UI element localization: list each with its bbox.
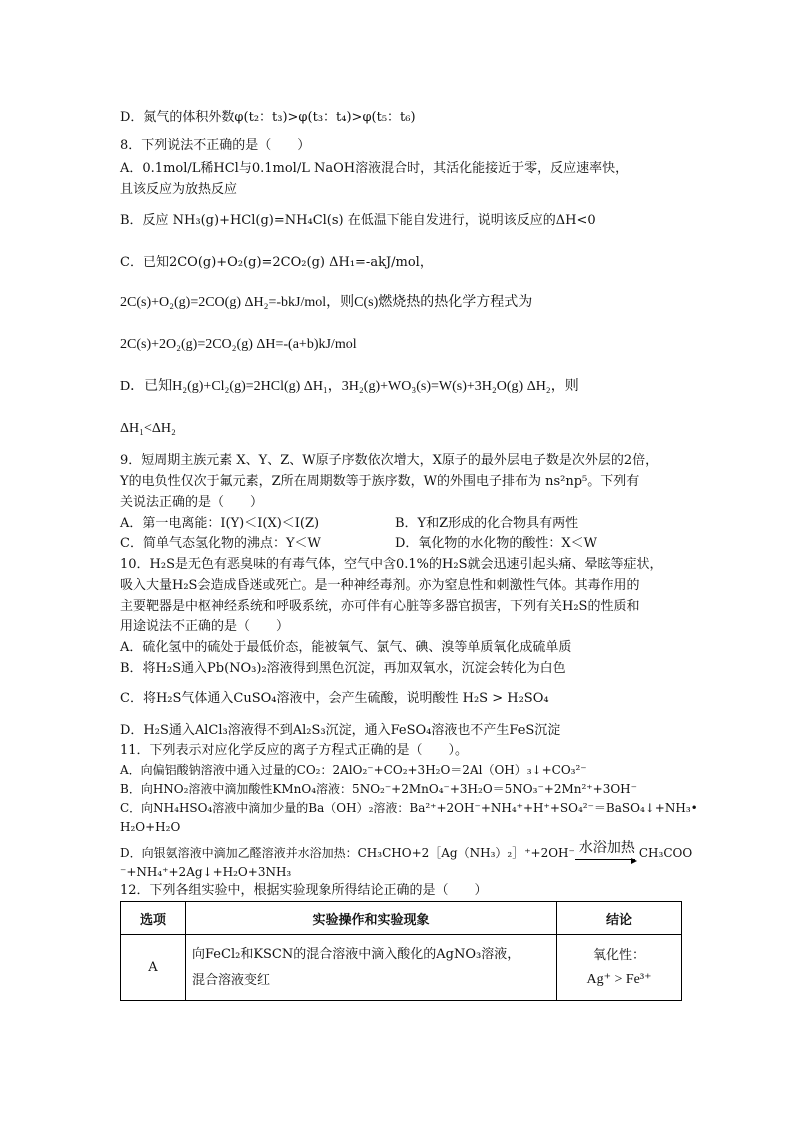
q8-option-c-line1: C．已知2CO(g)+O₂(g)=2CO₂(g) ΔH₁=-akJ/mol， [120, 255, 433, 270]
q9-option-c: C．简单气态氢化物的沸点：Y＜W [120, 536, 321, 551]
q11-option-c-line1: C．向NH₄HSO₄溶液中滴加少量的Ba（OH）₂溶液：Ba²⁺+2OH⁻+NH₄⁺+H⁺+SO₄²⁻＝BaSO₄↓+NH₃• [120, 801, 698, 815]
row-conclusion-line2: Ag⁺ > Fe³⁺ [586, 971, 652, 987]
q11-option-b: B．向HNO₂溶液中滴加酸性KMnO₄溶液：5NO₂⁻+2MnO₄⁻+3H₂O＝5NO₃⁻+2Mn²⁺+3OH⁻ [120, 782, 637, 796]
q10-option-b: B．将H₂S通入Pb(NO₃)₂溶液得到黑色沉淀，再加双氧水，沉淀会转化为白色 [120, 661, 566, 676]
q10-stem-line1: 10．H₂S是无色有恶臭味的有毒气体，空气中含0.1%的H₂S就会迅速引起头痛、晕眩等症状， [120, 557, 663, 572]
table-header-row [121, 902, 682, 935]
q10-stem-line2: 吸入大量H₂S会造成昏迷或死亡。是一种神经毒剂。亦为窒息性和刺激性气体。其毒作用的 [120, 578, 640, 593]
q10-option-a: A．硫化氢中的硫处于最低价态，能被氧气、氯气、碘、溴等单质氧化成硫单质 [120, 640, 572, 655]
q10-option-c: C．将H₂S气体通入CuSO₄溶液中，会产生硫酸，说明酸性 H₂S > H₂SO₄ [120, 691, 549, 706]
q8-option-c-line2: 2C(s)+O₂(g)=2CO(g) ΔH₂=-bkJ/mol，则C(s)燃烧热的热化学方程式为 [120, 295, 533, 310]
header-option: 选项 [121, 902, 186, 935]
q7-option-d: D．氮气的体积外数φ(t₂：t₃)>φ(t₃：t₄)>φ(t₅：t₆) [120, 110, 416, 125]
row-operation [186, 935, 557, 1001]
q11-option-d-line1 [120, 839, 693, 862]
q11-option-d-line2: ⁻+NH₄⁺+2Ag↓+H₂O+3NH₃ [120, 865, 292, 879]
q8-stem: 8．下列说法不正确的是（ ） [120, 138, 311, 153]
q8-option-d-line2: ΔH₁<ΔH₂ [120, 421, 176, 436]
q11-option-d-reactants: D．向银氨溶液中滴加乙醛溶液并水浴加热：CH₃CHO+2［Ag（NH₃）₂］⁺+2OH⁻ [120, 846, 575, 860]
q9-stem-line1: 9．短周期主族元素 X、Y、Z、W原子序数依次增大，X原子的最外层电子数是次外层的2倍， [120, 453, 659, 468]
header-conclusion: 结论 [557, 902, 682, 935]
header-operation: 实验操作和实验现象 [186, 902, 557, 935]
q9-option-a: A．第一电离能：I(Y)＜I(X)＜I(Z) [120, 516, 320, 531]
q8-option-a-line1: A．0.1mol/L稀HCl与0.1mol/L NaOH溶液混合时，其活化能接近于零，反应速率快， [120, 161, 629, 176]
q11-option-d-products: CH₃COO [638, 846, 693, 860]
q9-stem-line3: 关说法正确的是（ ） [120, 495, 264, 510]
row-conclusion [557, 935, 682, 1001]
q9-option-b: B．Y和Z形成的化合物具有两性 [395, 516, 579, 531]
row-operation-line2: 混合溶液变红 [192, 972, 271, 988]
q9-option-d: D．氧化物的水化物的酸性：X＜W [395, 536, 598, 551]
q9-stem-line2: Y的电负性仅次于氟元素，Z所在周期数等于族序数，W的外围电子排布为 ns²np⁵。下列有 [120, 474, 640, 489]
q11-stem: 11．下列表示对应化学反应的离子方程式正确的是（ ）。 [120, 743, 469, 758]
q8-option-d-line1: D．已知H₂(g)+Cl₂(g)=2HCl(g) ΔH₁，3H₂(g)+WO₃(s)=W(s)+3H₂O(g) ΔH₂，则 [120, 379, 579, 394]
q8-option-c-line3: 2C(s)+2O₂(g)=2CO₂(g) ΔH=-(a+b)kJ/mol [120, 337, 357, 352]
q10-option-d: D．H₂S通入AlCl₃溶液得不到Al₂S₃沉淀，通入FeSO₄溶液也不产生FeS沉淀 [120, 723, 561, 738]
q10-stem-line4: 用途说法不正确的是（ ） [120, 619, 290, 634]
q11-option-a: A．向偏铝酸钠溶液中通入过量的CO₂：2AlO₂⁻+CO₂+3H₂O＝2Al（OH）₃↓+CO₃²⁻ [120, 763, 587, 777]
q11-option-c-line2: H₂O+H₂O [120, 820, 181, 834]
row-operation-line1: 向FeCl₂和KSCN的混合溶液中滴入酸化的AgNO₃溶液， [192, 946, 521, 962]
row-conclusion-line1: 氧化性： [592, 947, 645, 963]
q12-stem: 12．下列各组实验中，根据实验现象所得结论正确的是（ ） [120, 883, 488, 898]
reaction-arrow-icon [575, 839, 639, 862]
q8-option-b: B．反应 NH₃(g)+HCl(g)=NH₄Cl(s) 在低温下能自发进行，说明该反应的ΔH<0 [120, 213, 596, 228]
row-option: A [121, 935, 186, 1001]
table-row [121, 935, 682, 1001]
q12-table [120, 901, 682, 1001]
reaction-condition: 水浴加热 [578, 839, 635, 856]
q10-stem-line3: 主要靶器是中枢神经系统和呼吸系统，亦可伴有心脏等多器官损害，下列有关H₂S的性质和 [120, 599, 640, 614]
q8-option-a-line2: 且该反应为放热反应 [120, 182, 238, 197]
